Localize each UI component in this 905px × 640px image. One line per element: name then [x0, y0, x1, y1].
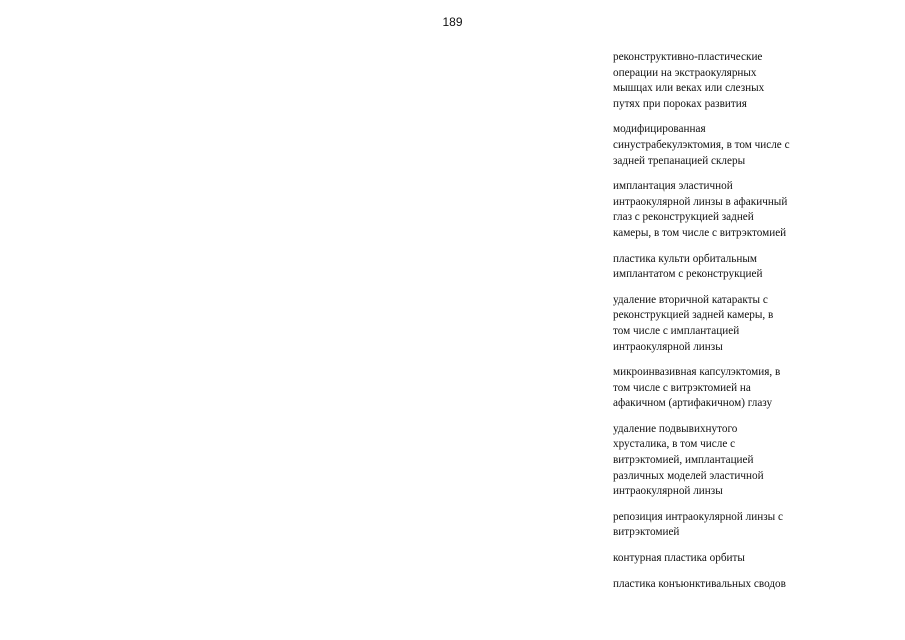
procedure-line: удаление вторичной катаракты с	[613, 293, 768, 306]
procedure-line: операции на экстраокулярных	[613, 66, 757, 79]
procedure-line: реконструкцией задней камеры, в	[613, 309, 774, 322]
procedure-line: различных моделей эластичной	[613, 469, 764, 482]
procedure-line: витрэктомией, имплантацией	[613, 454, 754, 467]
procedure-line: контурная пластика орбиты	[613, 552, 745, 565]
procedure-item	[613, 577, 853, 593]
procedure-item	[613, 179, 853, 241]
procedure-line: афакичном (артифакичном) глазу	[613, 397, 773, 410]
procedure-item	[613, 50, 853, 112]
procedure-item	[613, 422, 853, 500]
procedure-item	[613, 551, 853, 567]
page-number: 189	[442, 15, 463, 29]
procedure-line: репозиция интраокулярной линзы с	[613, 510, 783, 523]
procedure-line: удаление подвывихнутого	[613, 422, 738, 435]
procedure-line: пластика культи орбитальным	[613, 252, 757, 265]
procedure-item	[613, 122, 853, 169]
procedure-item	[613, 252, 853, 283]
procedure-line: мышцах или веках или слезных	[613, 82, 765, 95]
procedure-line: том числе с имплантацией	[613, 324, 740, 337]
procedure-line: пластика конъюнктивальных сводов	[613, 577, 786, 590]
procedure-line: имплантация эластичной	[613, 180, 733, 193]
procedure-line: путях при пороках развития	[613, 97, 747, 110]
procedure-line: глаз с реконструкцией задней	[613, 211, 754, 224]
procedure-line: интраокулярной линзы	[613, 340, 723, 353]
procedure-item	[613, 510, 853, 541]
procedure-line: имплантатом с реконструкцией	[613, 268, 763, 281]
procedure-line: хрусталика, в том числе с	[613, 438, 736, 451]
procedure-item	[613, 293, 853, 355]
procedure-line: том числе с витрэктомией на	[613, 381, 751, 394]
procedure-line: интраокулярной линзы в афакичный	[613, 195, 788, 208]
procedure-line: микроинвазивная капсулэктомия, в	[613, 366, 781, 379]
procedure-line: синустрабекулэктомия, в том числе с	[613, 138, 790, 151]
procedure-line: задней трепанацией склеры	[613, 154, 746, 167]
procedure-list	[613, 50, 853, 602]
procedure-line: камеры, в том числе с витрэктомией	[613, 226, 787, 239]
procedure-item	[613, 365, 853, 412]
procedure-line: витрэктомией	[613, 526, 680, 539]
procedure-line: модифицированная	[613, 123, 706, 136]
procedure-line: реконструктивно-пластические	[613, 51, 763, 63]
procedure-line: интраокулярной линзы	[613, 485, 723, 498]
